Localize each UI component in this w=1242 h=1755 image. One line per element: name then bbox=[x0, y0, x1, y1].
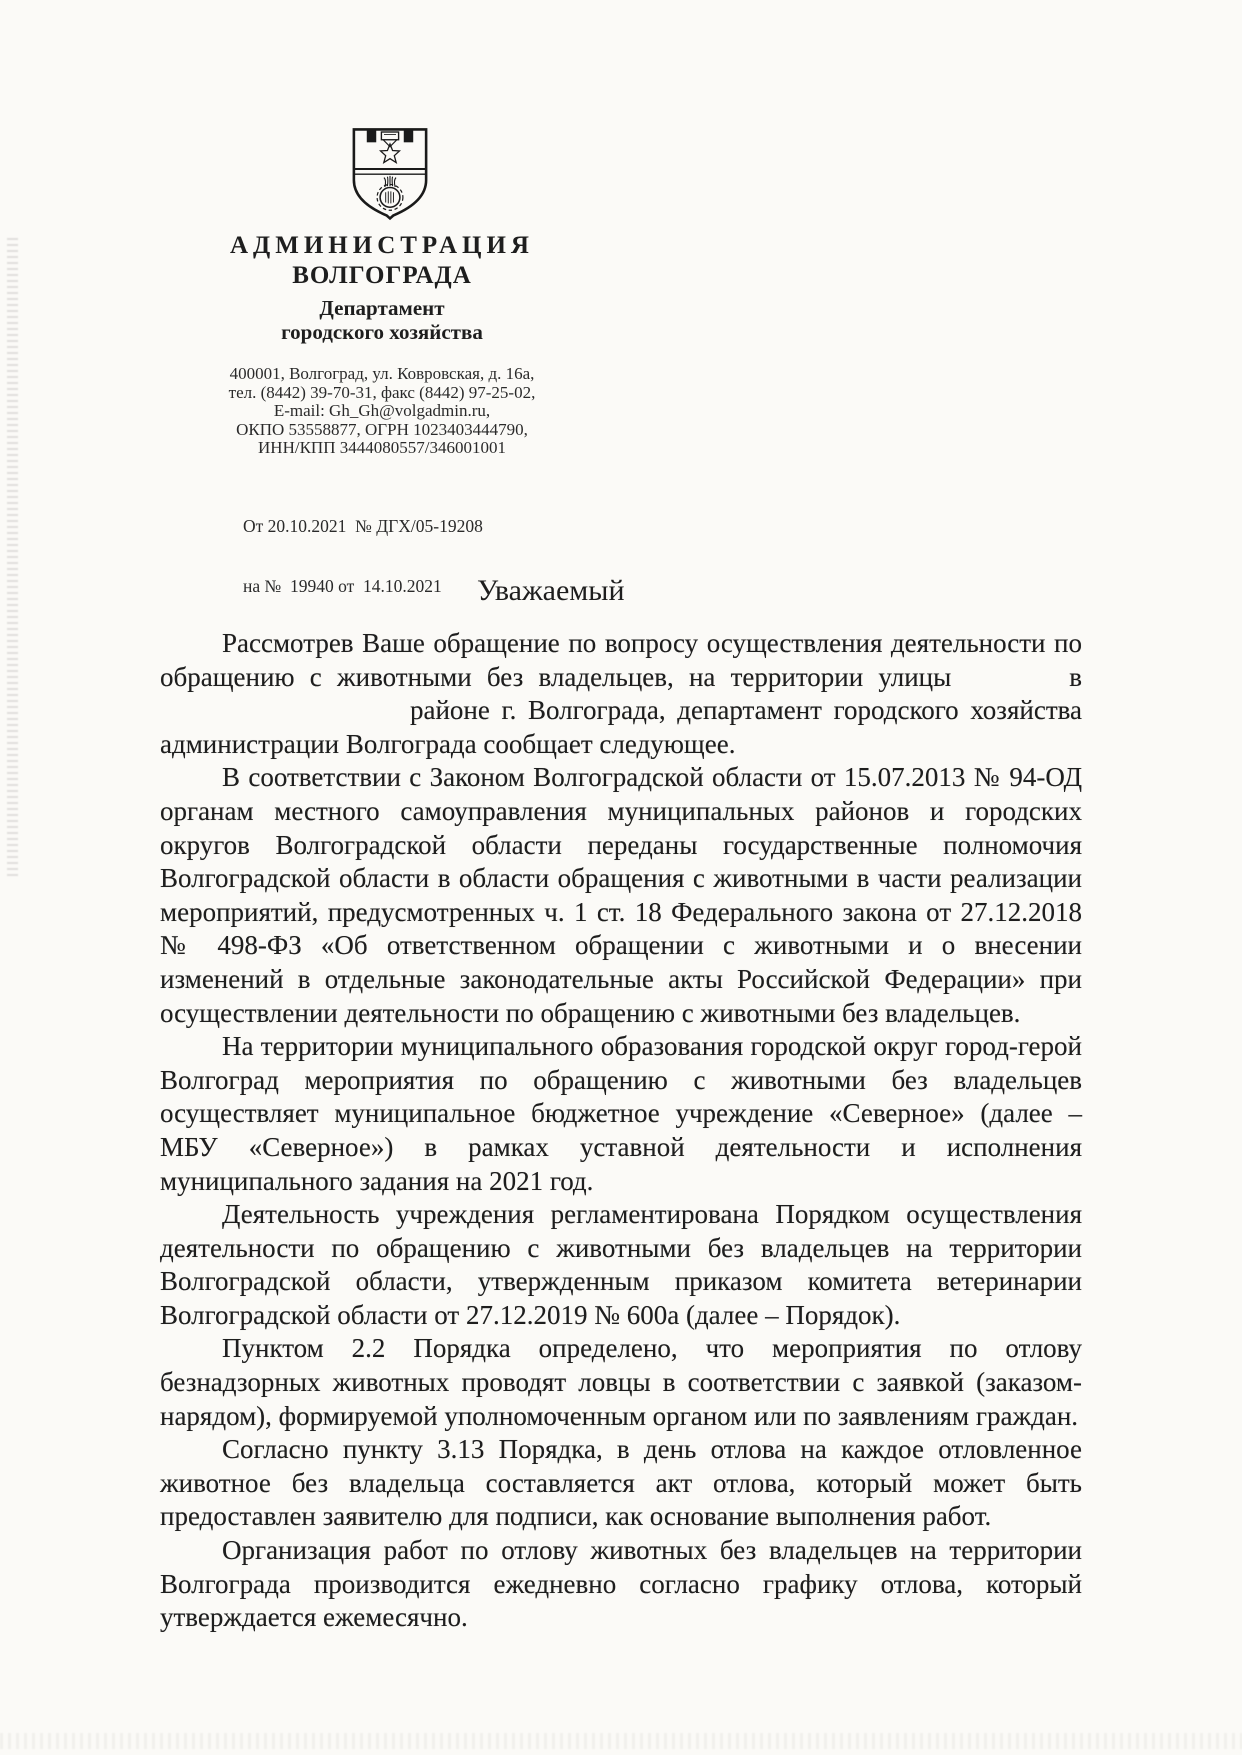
org-name-line2: ВОЛГОГРАДА bbox=[292, 262, 472, 289]
outgoing-reference: От 20.10.2021 № ДГХ/05-19208 bbox=[243, 516, 483, 536]
scan-edge-artifact-left bbox=[7, 238, 18, 878]
contact-phone-line: тел. (8442) 39-70-31, факс (8442) 97-25-02, bbox=[228, 382, 536, 402]
reference-block bbox=[243, 476, 483, 636]
paragraph-1-text-b: в bbox=[1069, 661, 1082, 692]
contact-email-line: E-mail: Gh_Gh@volgadmin.ru, bbox=[273, 401, 491, 420]
paragraph-1-segment-c: администрации Волгограда сообщает следующее. bbox=[160, 728, 736, 759]
contact-okpo-ogrn-line: ОКПО 53558877, ОГРН 1023403444790, bbox=[236, 419, 528, 439]
paragraph-1-segment-a bbox=[160, 627, 1082, 694]
letter-body bbox=[160, 627, 1082, 1635]
volgograd-coat-of-arms-icon bbox=[347, 126, 433, 224]
org-name-line1: АДМИНИСТРАЦИЯ bbox=[230, 232, 534, 259]
paragraph-2: В соответствии с Законом Волгоградской области от 15.07.2013 № 94-ОД органам местного самоуправления муниципальных районов и городских округов Волгоградской области переданы государственные полномочия Волгоградской области в области обращения с животными в части реализации мероприятий, предусмотренных ч. 1 ст. 18 Федерального закона от 27.12.2018 № 498-ФЗ «Об ответственном обращении с животными и о внесении изменений в отдельные законодательные акты Российской Федерации» при осуществлении деятельности по обращению с животными без владельцев. bbox=[160, 762, 1082, 1028]
paragraph-7: Организация работ по отлову животных без владельцев на территории Волгограда производится ежедневно согласно графику отлова, который утверждается ежемесячно. bbox=[160, 1535, 1082, 1633]
paragraph-4: Деятельность учреждения регламентирована Порядком осуществления деятельности по обращению с животными без владельцев на территории Волгоградской области, утвержденным приказом комитета ветеринарии Волгоградской области от 27.12.2019 № 600а (далее – Порядок). bbox=[160, 1199, 1082, 1330]
letterhead-contact-block bbox=[182, 365, 582, 458]
contact-address-line: 400001, Волгоград, ул. Ковровская, д. 16а, bbox=[229, 364, 535, 383]
paragraph-1-segment-b: районе г. Волгограда, департамент городского хозяйства bbox=[410, 695, 1082, 726]
paragraph-5: Пунктом 2.2 Порядка определено, что мероприятия по отлову безнадзорных животных проводят ловцы в соответствии с заявкой (заказом-нарядом), формируемой уполномоченным органом или по заявлениям граждан. bbox=[160, 1333, 1082, 1431]
salutation: Уважаемый bbox=[477, 574, 625, 607]
scan-edge-artifact-bottom bbox=[0, 1733, 1242, 1749]
department-name-line1: Департамент bbox=[319, 296, 445, 320]
paragraph-1-text-a: Рассмотрев Ваше обращение по вопросу осуществления деятельности по обращению с животными без владельцев, на территории улицы bbox=[160, 628, 1082, 692]
department-name-line2: городского хозяйства bbox=[281, 320, 483, 344]
incoming-reference: на № 19940 от 14.10.2021 bbox=[243, 576, 442, 596]
paragraph-6: Согласно пункту 3.13 Порядка, в день отлова на каждое отловленное животное без владельца составляется акт отлова, который может быть предоставлен заявителю для подписи, как основание выполнения работ. bbox=[160, 1434, 1082, 1532]
contact-inn-kpp-line: ИНН/КПП 3444080557/346001001 bbox=[258, 438, 506, 457]
paragraph-3: На территории муниципального образования городской округ город-герой Волгоград мероприятия по обращению с животными без владельцев осуществляет муниципальное бюджетное учреждение «Северное» (далее – МБУ «Северное») в рамках уставной деятельности и исполнения муниципального задания на 2021 год. bbox=[160, 1031, 1082, 1196]
letterhead-org-block bbox=[192, 232, 572, 344]
